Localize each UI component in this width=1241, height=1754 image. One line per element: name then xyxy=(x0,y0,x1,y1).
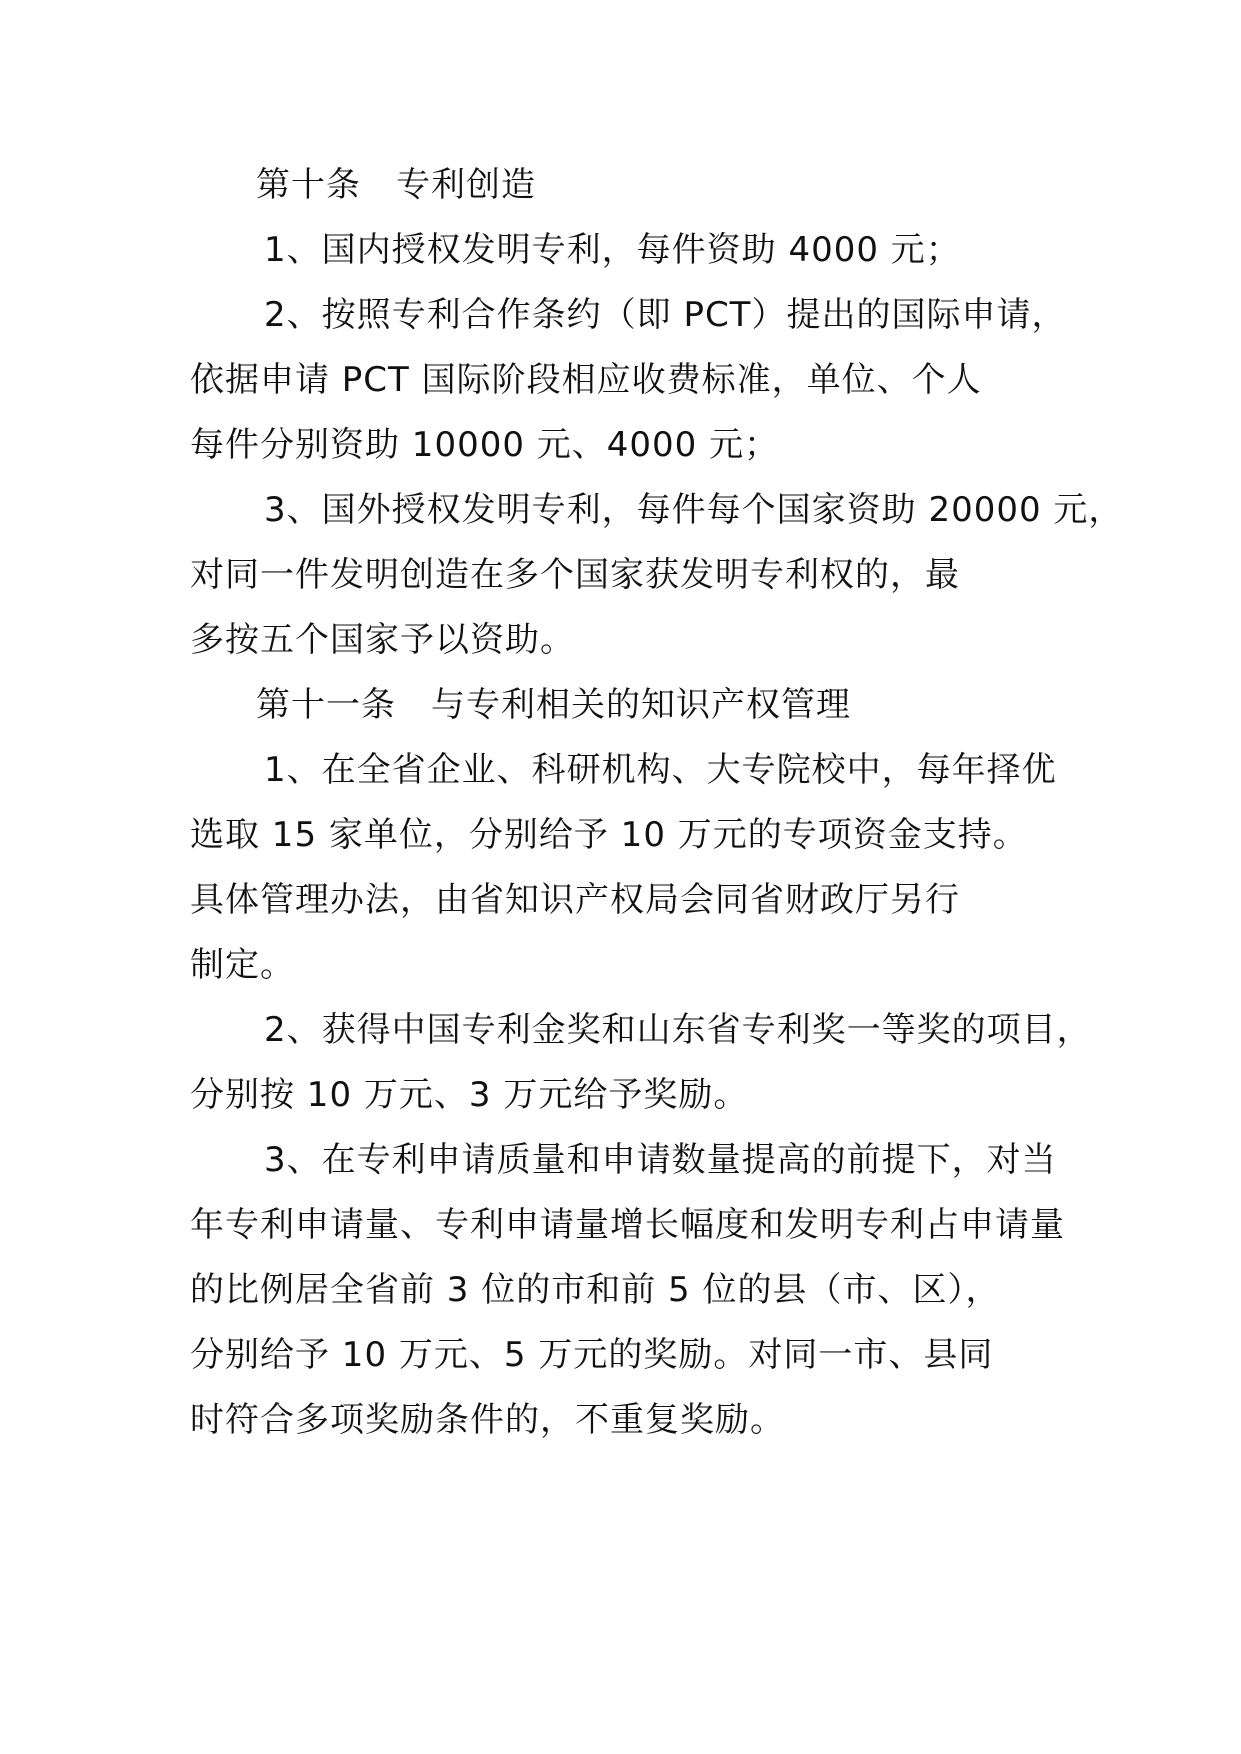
article-11-item-3-line-3: 的比例居全省前 3 位的市和前 5 位的县（市、区）， xyxy=(190,1270,1001,1310)
article-11-item-3-line-2: 年专利申请量、专利申请量增长幅度和发明专利占申请量 xyxy=(190,1205,1065,1245)
article-10-item-2-line-1: 2、按照专利合作条约（即 PCT）提出的国际申请， xyxy=(264,295,1067,335)
article-11-item-1-line-2: 选取 15 家单位，分别给予 10 万元的专项资金支持。 xyxy=(190,815,1028,855)
article-11-item-2-line-2: 分别按 10 万元、3 万元给予奖励。 xyxy=(190,1075,749,1115)
article-10-item-3-line-1: 3、国外授权发明专利，每件每个国家资助 20000 元， xyxy=(264,490,1124,530)
article-11-item-2-line-1: 2、获得中国专利金奖和山东省专利奖一等奖的项目， xyxy=(264,1010,1092,1050)
article-11-item-3-line-4: 分别给予 10 万元、5 万元的奖励。对同一市、县同 xyxy=(190,1335,994,1375)
article-10-item-1: 1、国内授权发明专利，每件资助 4000 元； xyxy=(264,230,961,270)
article-11-item-1-line-4: 制定。 xyxy=(190,945,295,985)
article-10-item-3-line-2: 对同一件发明创造在多个国家获发明专利权的，最 xyxy=(190,555,960,595)
document-body xyxy=(190,153,1124,1453)
article-11-heading: 第十一条 与专利相关的知识产权管理 xyxy=(256,685,851,725)
article-10-item-2-line-3: 每件分别资助 10000 元、4000 元； xyxy=(190,425,780,465)
article-11-item-1-line-3: 具体管理办法，由省知识产权局会同省财政厅另行 xyxy=(190,880,960,920)
article-10-item-2-line-2: 依据申请 PCT 国际阶段相应收费标准，单位、个人 xyxy=(190,360,982,400)
article-11-item-3-line-5: 时符合多项奖励条件的，不重复奖励。 xyxy=(190,1400,785,1440)
article-10-item-3-line-3: 多按五个国家予以资助。 xyxy=(190,620,575,660)
article-10-heading: 第十条 专利创造 xyxy=(256,165,536,205)
article-11-item-1-line-1: 1、在全省企业、科研机构、大专院校中，每年择优 xyxy=(264,750,1057,790)
article-11-item-3-line-1: 3、在专利申请质量和申请数量提高的前提下，对当 xyxy=(264,1140,1057,1180)
